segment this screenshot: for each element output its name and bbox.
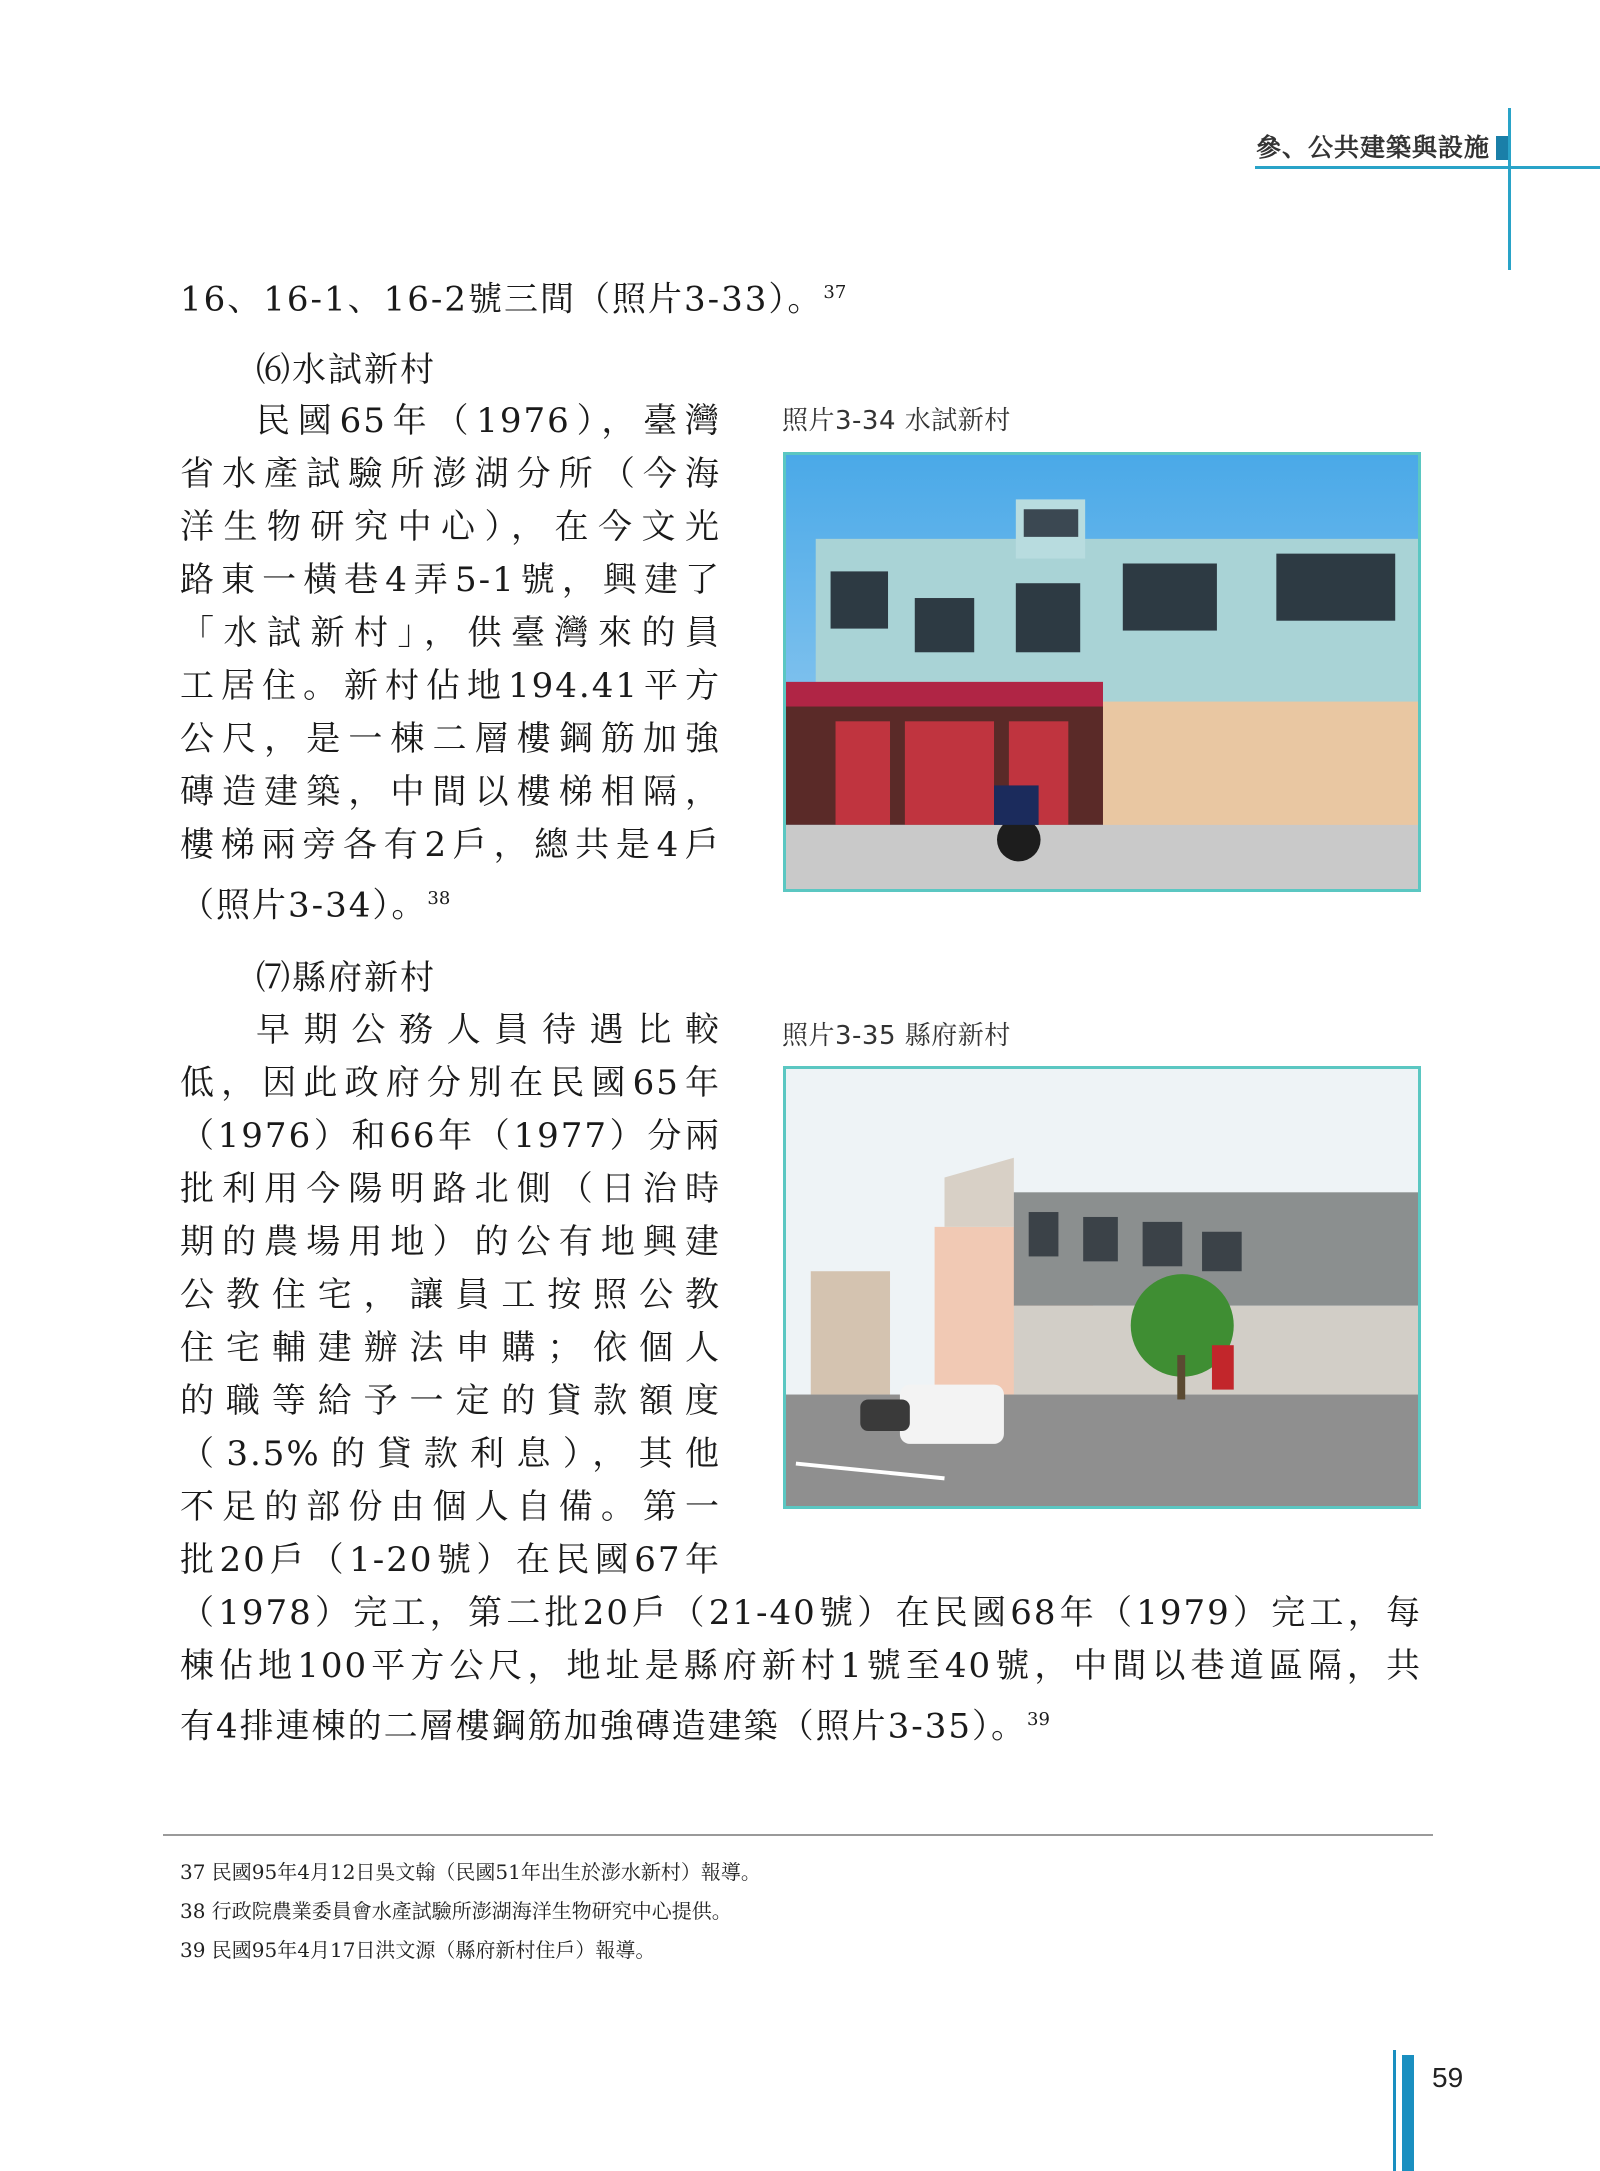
sec7-line-11: 批20戶（1-20號）在民國67年	[180, 1540, 721, 1580]
sec6-last-line	[180, 872, 450, 932]
section-header-title: 參、公共建築與設施	[1255, 133, 1490, 162]
page-number: 59	[1432, 2062, 1464, 2093]
section-6-heading: ⑹水試新村	[256, 350, 436, 390]
photo-3-35-caption: 照片3-35 縣府新村	[782, 1021, 1011, 1051]
sec7-line-3: （1976）和66年（1977）分兩	[180, 1116, 721, 1156]
photo-3-35	[783, 1066, 1421, 1509]
sec7-line-8: 的職等給予一定的貸款額度	[180, 1381, 721, 1421]
intro-line	[180, 266, 846, 326]
page-accent-line	[1393, 2050, 1396, 2171]
sec6-line-9: 樓梯兩旁各有2戶，總共是4戶	[180, 825, 721, 865]
photo-3-34-caption: 照片3-34 水試新村	[782, 406, 1011, 436]
sec7-last-text: 有4排連棟的二層樓鋼筋加強磚造建築（照片3-35）。	[180, 1706, 1028, 1747]
sec7-wide-line-1: （1978）完工，第二批20戶（21-40號）在民國68年（1979）完工，每	[180, 1593, 1422, 1633]
sec6-line-4: 路東一橫巷4弄5-1號，興建了	[180, 560, 721, 600]
header-rule	[1255, 166, 1600, 169]
photo-3-34	[783, 452, 1421, 892]
header-vertical-rule	[1508, 108, 1511, 270]
sec7-line-6: 公教住宅，讓員工按照公教	[180, 1275, 721, 1315]
footnote-ref-39: 39	[1027, 1709, 1050, 1730]
sec7-line-2: 低，因此政府分別在民國65年	[180, 1063, 721, 1103]
sec6-line-7: 公尺，是一棟二層樓鋼筋加強	[180, 719, 721, 759]
sec6-line-2: 省水產試驗所澎湖分所（今海	[180, 454, 721, 494]
footnote-ref-38: 38	[427, 888, 451, 909]
sec7-line-10: 不足的部份由個人自備。第一	[180, 1487, 721, 1527]
section-7-heading: ⑺縣府新村	[256, 958, 436, 998]
sec7-line-7: 住宅輔建辦法申購；依個人	[180, 1328, 721, 1368]
sec7-line-5: 期的農場用地）的公有地興建	[180, 1222, 721, 1262]
footnote-39: 39 民國95年4月17日洪文源（縣府新村住戶）報導。	[180, 1938, 656, 1962]
footnote-38: 38 行政院農業委員會水產試驗所澎湖海洋生物研究中心提供。	[180, 1899, 732, 1923]
sec6-line-1: 民國65年（1976），臺灣	[256, 401, 721, 441]
sec6-last-text: （照片3-34）。	[180, 885, 428, 926]
header-accent-block	[1496, 136, 1508, 160]
sec7-line-1: 早期公務人員待遇比較	[256, 1010, 721, 1050]
sec6-line-3: 洋生物研究中心），在今文光	[180, 507, 721, 547]
footnote-37: 37 民國95年4月12日吳文翰（民國51年出生於澎水新村）報導。	[180, 1860, 761, 1884]
page-accent-bar	[1402, 2055, 1414, 2171]
sec6-line-8: 磚造建築，中間以樓梯相隔，	[180, 772, 721, 812]
footnote-rule	[163, 1834, 1433, 1836]
sec7-last-line	[180, 1693, 1050, 1753]
sec7-line-4: 批利用今陽明路北側（日治時	[180, 1169, 721, 1209]
sec6-line-5: 「水試新村」，供臺灣來的員	[180, 613, 721, 653]
sec7-wide-line-2: 棟佔地100平方公尺，地址是縣府新村1號至40號，中間以巷道區隔，共	[180, 1646, 1422, 1686]
sec7-line-9: （3.5%的貸款利息），其他	[180, 1434, 721, 1474]
footnote-ref-37: 37	[823, 282, 847, 303]
sec6-line-6: 工居住。新村佔地194.41平方	[180, 666, 721, 706]
intro-text: 16、16-1、16-2號三間（照片3-33）。	[180, 279, 824, 320]
